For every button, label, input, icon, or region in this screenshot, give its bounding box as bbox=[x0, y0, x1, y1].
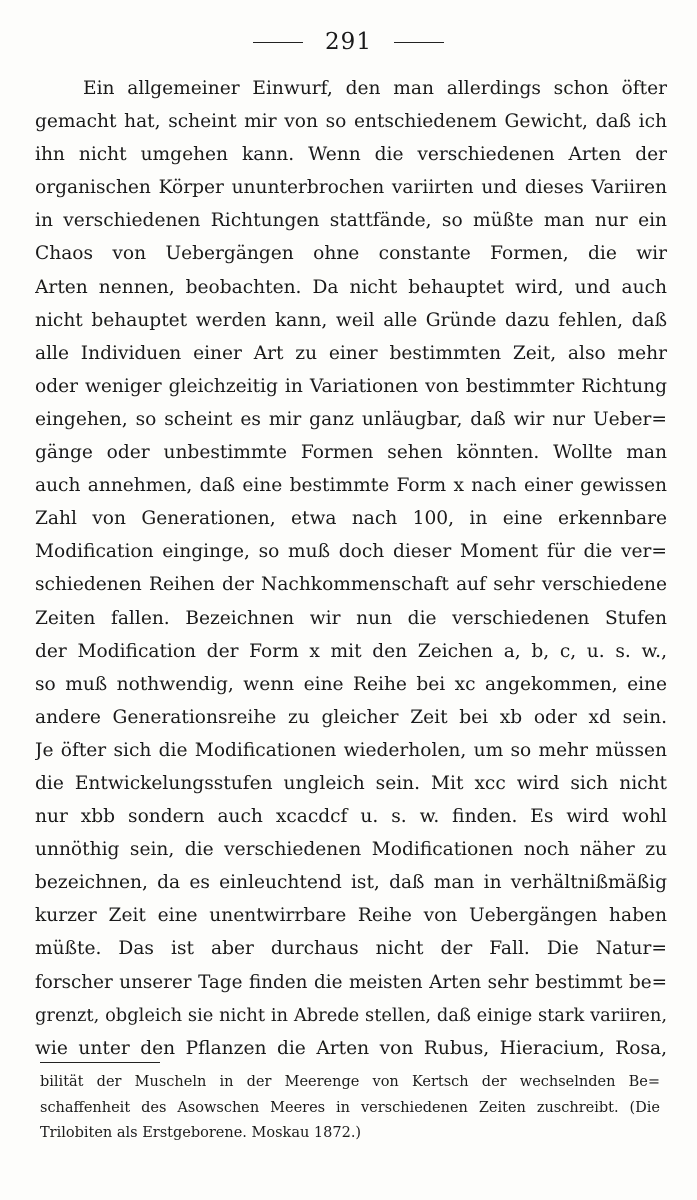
text-line: Je öfter sich die Modificationen wiederholen, um so mehr müssen bbox=[35, 739, 667, 761]
text-line: Ein allgemeiner Einwurf, den man allerdings schon öfter bbox=[83, 78, 667, 99]
text-line: ihn nicht umgehen kann. Wenn die verschiedenen Arten der bbox=[35, 144, 667, 166]
text-line: forscher unserer Tage finden die meisten Arten sehr bestimmt be= bbox=[35, 971, 667, 993]
text-line: wie unter den Pflanzen die Arten von Rubus, Hieracium, Rosa, bbox=[35, 1037, 667, 1059]
header-rule-right bbox=[394, 42, 444, 43]
text-line: Modification einginge, so muß doch dieser Moment für die ver= bbox=[35, 541, 667, 563]
text-line: der Modification der Form x mit den Zeichen a, b, c, u. s. w., bbox=[35, 640, 667, 662]
text-line: alle Individuen einer Art zu einer bestimmten Zeit, also mehr bbox=[35, 342, 667, 364]
text-line: Zahl von Generationen, etwa nach 100, in eine erkennbare bbox=[35, 508, 667, 530]
text-line: bezeichnen, da es einleuchtend ist, daß man in verhältnißmäßig bbox=[35, 872, 667, 894]
text-line: unnöthig sein, die verschiedenen Modificationen noch näher zu bbox=[35, 839, 667, 861]
footnote-line: bilität der Muscheln in der Meerenge von Kertsch der wechselnden Be= bbox=[40, 1074, 660, 1090]
text-line: Arten nennen, beobachten. Da nicht behauptet wird, und auch bbox=[35, 276, 667, 298]
text-line: Zeiten fallen. Bezeichnen wir nun die verschiedenen Stufen bbox=[35, 607, 667, 629]
text-line: grenzt, obgleich sie nicht in Abrede stellen, daß einige stark variiren, bbox=[35, 1004, 667, 1026]
text-line: Chaos von Uebergängen ohne constante Formen, die wir bbox=[35, 243, 667, 265]
footnote bbox=[40, 1070, 660, 1147]
text-line: die Entwickelungsstufen ungleich sein. Mit xcc wird sich nicht bbox=[35, 772, 667, 794]
text-line: kurzer Zeit eine unentwirrbare Reihe von Uebergängen haben bbox=[35, 905, 667, 927]
text-line: in verschiedenen Richtungen stattfände, so müßte man nur ein bbox=[35, 210, 667, 232]
text-line: auch annehmen, daß eine bestimmte Form x nach einer gewissen bbox=[35, 475, 667, 497]
text-line: nur xbb sondern auch xcacdcf u. s. w. finden. Es wird wohl bbox=[35, 806, 667, 828]
text-line: gänge oder unbestimmte Formen sehen könnten. Wollte man bbox=[35, 442, 667, 464]
text-line: müßte. Das ist aber durchaus nicht der Fall. Die Natur= bbox=[35, 938, 667, 960]
page-number: 291 bbox=[325, 29, 372, 55]
text-line: oder weniger gleichzeitig in Variationen von bestimmter Richtung bbox=[35, 375, 667, 397]
header-rule-left bbox=[253, 42, 303, 43]
footnote-rule bbox=[40, 1062, 160, 1063]
text-line: so muß nothwendig, wenn eine Reihe bei xc angekommen, eine bbox=[35, 673, 667, 695]
text-line: gemacht hat, scheint mir von so entschiedenem Gewicht, daß ich bbox=[35, 111, 667, 133]
text-line: schiedenen Reihen der Nachkommenschaft auf sehr verschiedene bbox=[35, 574, 667, 596]
page-header bbox=[0, 24, 697, 60]
footnote-line: schaffenheit des Asowschen Meeres in verschiedenen Zeiten zuschreibt. (Die bbox=[40, 1099, 660, 1116]
text-line: andere Generationsreihe zu gleicher Zeit bei xb oder xd sein. bbox=[35, 706, 667, 728]
footnote-line: Trilobiten als Erstgeborene. Moskau 1872.) bbox=[40, 1125, 362, 1141]
text-line: eingehen, so scheint es mir ganz unläugbar, daß wir nur Ueber= bbox=[35, 408, 667, 430]
main-text bbox=[35, 72, 667, 1065]
text-line: organischen Körper ununterbrochen variirten und dieses Variiren bbox=[35, 177, 667, 199]
text-line: nicht behauptet werden kann, weil alle Gründe dazu fehlen, daß bbox=[35, 309, 667, 331]
